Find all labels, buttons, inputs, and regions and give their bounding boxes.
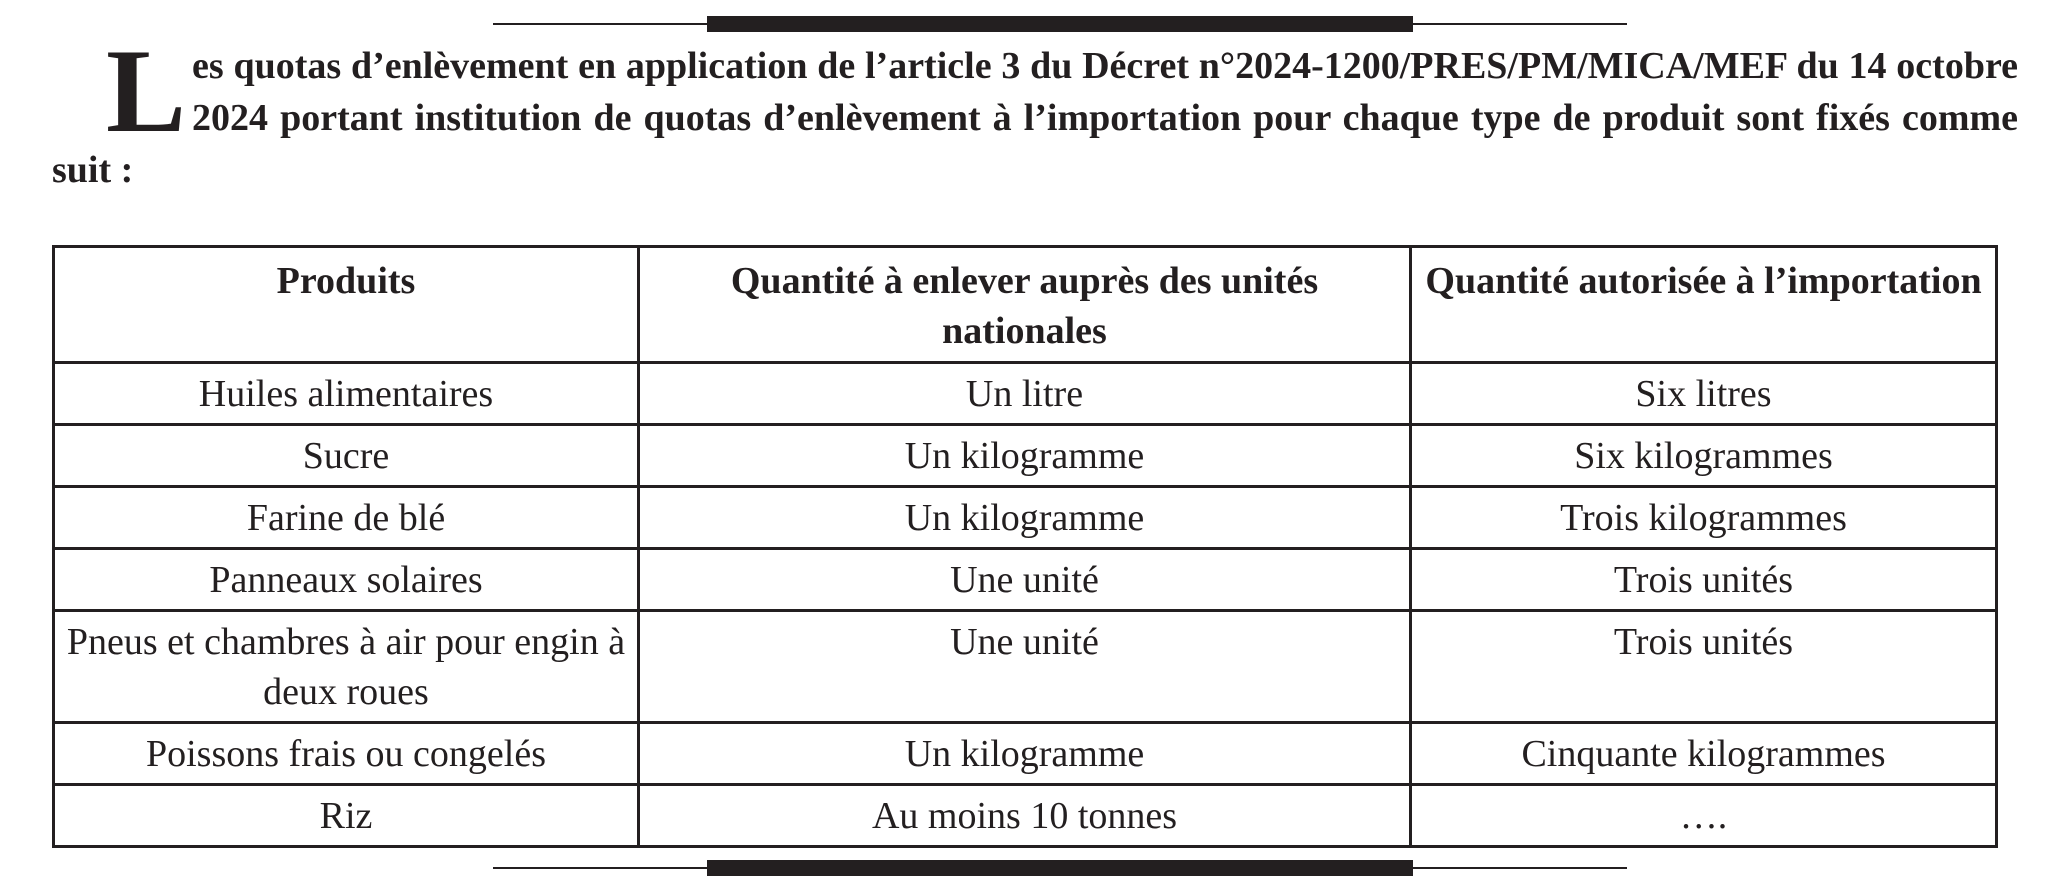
cell-quantity-import: Trois unités	[1411, 611, 1997, 723]
cell-quantity-import: Trois unités	[1411, 549, 1997, 611]
cell-quantity-import: Six kilogrammes	[1411, 425, 1997, 487]
cell-product: Huiles alimentaires	[54, 363, 639, 425]
table-row	[54, 425, 1997, 487]
top-divider-thick-bar	[707, 16, 1413, 32]
table-row	[54, 363, 1997, 425]
table-row	[54, 611, 1997, 723]
cell-quantity-import: Six litres	[1411, 363, 1997, 425]
bottom-divider-thick-bar	[707, 860, 1413, 876]
header-quantite-importation: Quantité autorisée à l’importation	[1411, 247, 1997, 363]
cell-product: Poissons frais ou congelés	[54, 723, 639, 785]
header-quantite-enlever: Quantité à enlever auprès des unités nationales	[639, 247, 1411, 363]
cell-quantity-import: Trois kilogrammes	[1411, 487, 1997, 549]
cell-product: Riz	[54, 785, 639, 847]
table-row	[54, 785, 1997, 847]
header-produits: Produits	[54, 247, 639, 363]
intro-paragraph	[52, 24, 2018, 196]
quota-table	[52, 245, 1998, 848]
intro-text: es quotas d’enlèvement en application de l’article 3 du Décret n°2024-1200/PRES/PM/MICA/MEF du 14 octobre 2024 portant institution de quotas d’enlèvement à l’importation pour chaque type de produit sont fixés comme suit :	[52, 45, 2018, 191]
cell-product: Pneus et chambres à air pour engin à deux roues	[54, 611, 639, 723]
drop-cap: L	[106, 24, 187, 157]
table-row	[54, 487, 1997, 549]
cell-quantity-local: Au moins 10 tonnes	[639, 785, 1411, 847]
cell-product: Sucre	[54, 425, 639, 487]
cell-quantity-local: Un kilogramme	[639, 487, 1411, 549]
cell-quantity-local: Une unité	[639, 549, 1411, 611]
cell-quantity-local: Un kilogramme	[639, 425, 1411, 487]
table-row	[54, 723, 1997, 785]
cell-quantity-local: Un litre	[639, 363, 1411, 425]
table-row	[54, 549, 1997, 611]
cell-product: Farine de blé	[54, 487, 639, 549]
top-divider	[493, 16, 1627, 32]
cell-product: Panneaux solaires	[54, 549, 639, 611]
cell-quantity-local: Une unité	[639, 611, 1411, 723]
table-header-row	[54, 247, 1997, 363]
bottom-divider	[493, 860, 1627, 876]
cell-quantity-local: Un kilogramme	[639, 723, 1411, 785]
cell-quantity-import: Cinquante kilogrammes	[1411, 723, 1997, 785]
cell-quantity-import: ….	[1411, 785, 1997, 847]
